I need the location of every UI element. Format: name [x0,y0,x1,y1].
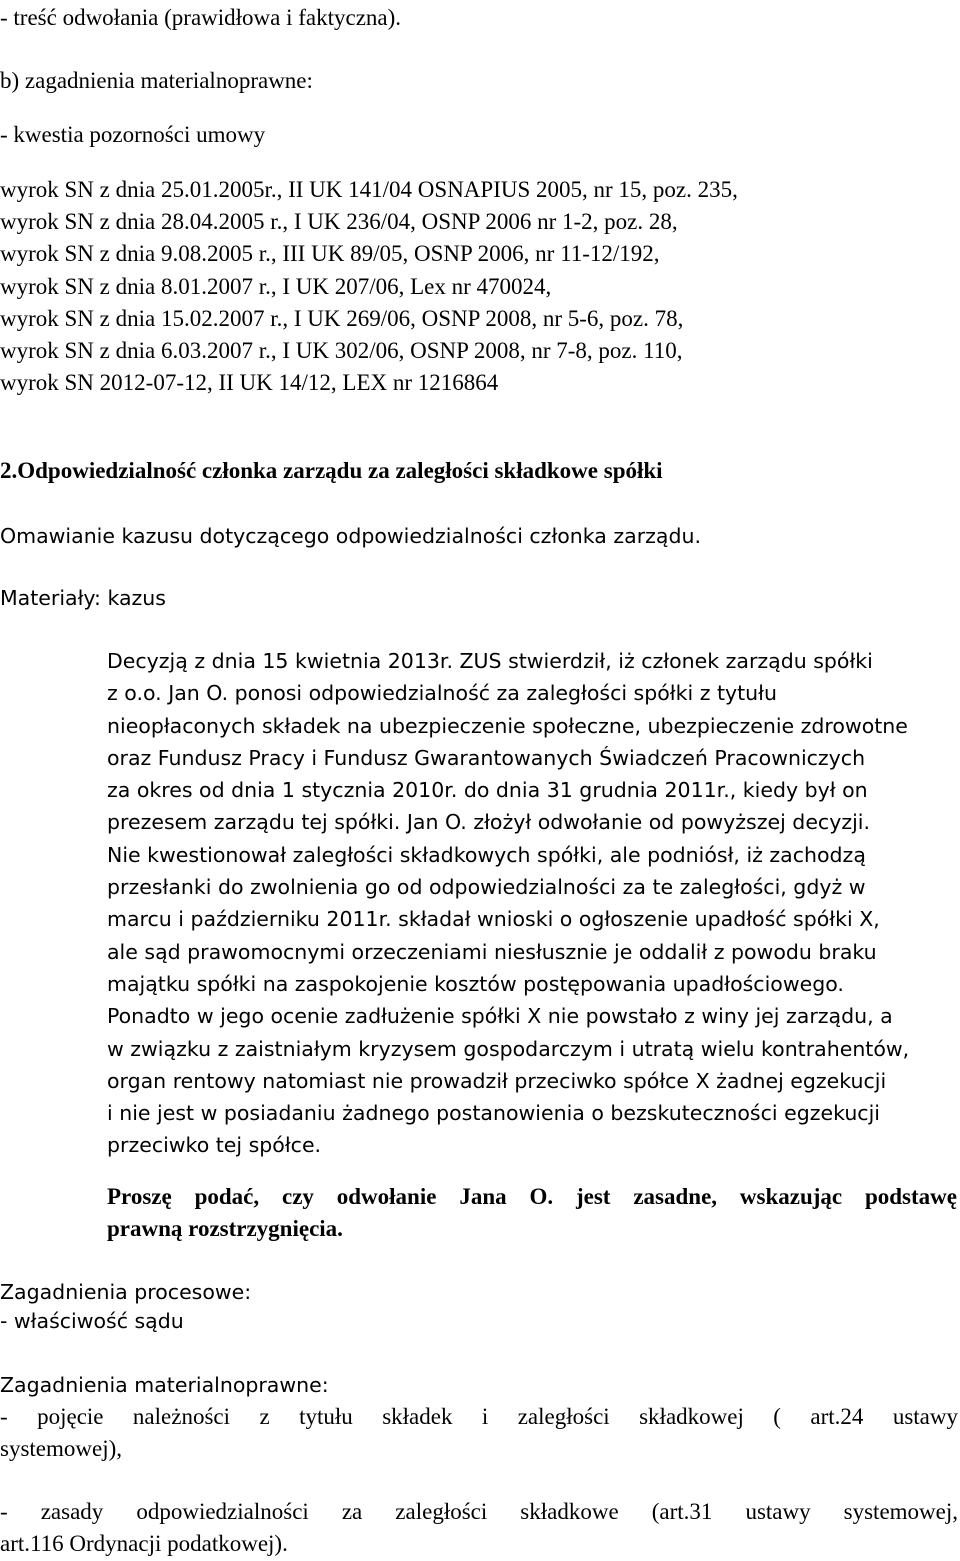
case-text-line: i nie jest w posiadaniu żadnego postanowienia o bezskuteczności egzekucji [107,1101,880,1126]
substantive-heading: Zagadnienia materialnoprawne: [0,1373,329,1397]
section-2-intro: Omawianie kazusu dotyczącego odpowiedzialności członka zarządu. [0,524,701,548]
line-odwolanie-content: - treść odwołania (prawidłowa i faktyczna). [0,5,402,30]
judgment-item: wyrok SN z dnia 8.01.2007 r., I UK 207/06, Lex nr 470024, [0,274,552,299]
substantive-item-2-cont: art.116 Ordynacji podatkowej). [0,1531,288,1556]
case-text-line: organ rentowy natomiast nie prowadził przeciwko spółce X żadnej egzekucji [107,1068,887,1093]
case-text-line: w związku z zaistniałym kryzysem gospodarczym i utratą wielu kontrahentów, [107,1036,910,1061]
case-text-line: za okres od dnia 1 stycznia 2010r. do dnia 31 grudnia 2011r., kiedy był on [107,778,868,803]
question-line: prawną rozstrzygnięcia. [107,1216,343,1241]
substantive-item-1-cont: systemowej), [0,1436,123,1461]
case-text-line: oraz Fundusz Pracy i Fundusz Gwarantowanych Świadczeń Pracowniczych [107,745,866,770]
judgment-item: wyrok SN z dnia 15.02.2007 r., I UK 269/06, OSNP 2008, nr 5-6, poz. 78, [0,306,684,331]
case-text-line: Nie kwestionował zaległości składkowych spółki, ale podniósł, iż zachodzą [107,842,866,867]
case-text-line: nieopłaconych składek na ubezpieczenie społeczne, ubezpieczenie zdrowotne [107,713,908,738]
judgment-item: wyrok SN z dnia 28.04.2005 r., I UK 236/04, OSNP 2006 nr 1-2, poz. 28, [0,209,678,234]
case-text-line: ale sąd prawomocnymi orzeczeniami niesłusznie je oddalił z powodu braku [107,939,877,964]
procedural-heading: Zagadnienia procesowe: [0,1280,252,1304]
case-text-line: prezesem zarządu tej spółki. Jan O. złożył odwołanie od powyższej decyzji. [107,810,871,835]
procedural-item: - właściwość sądu [0,1309,184,1333]
judgment-item: wyrok SN z dnia 9.08.2005 r., III UK 89/05, OSNP 2006, nr 11-12/192, [0,241,660,266]
case-text-line: marcu i październiku 2011r. składał wnioski o ogłoszenie upadłość spółki X, [107,907,880,932]
case-text-line: z o.o. Jan O. ponosi odpowiedzialność za zaległości spółki z tytułu [107,681,777,706]
section-2-heading: 2.Odpowiedzialność członka zarządu za zaległości składkowe spółki [0,458,663,483]
judgment-item: wyrok SN z dnia 6.03.2007 r., I UK 302/06, OSNP 2008, nr 7-8, poz. 110, [0,338,683,363]
heading-b-substantive: b) zagadnienia materialnoprawne: [0,68,313,93]
case-text-line: Ponadto w jego ocenie zadłużenie spółki X nie powstało z winy jej zarządu, a [107,1004,893,1029]
materials-label: Materiały: kazus [0,586,166,610]
judgment-item: wyrok SN z dnia 25.01.2005r., II UK 141/04 OSNAPIUS 2005, nr 15, poz. 235, [0,177,738,202]
substantive-item-1: - pojęcie należności z tytułu składek i zaległości składkowej ( art.24 ustawy [0,1404,958,1429]
question-line: Proszę podać, czy odwołanie Jana O. jest zasadne, wskazując podstawę [107,1184,957,1209]
substantive-item-2: - zasady odpowiedzialności za zaległości składkowe (art.31 ustawy systemowej, [0,1499,958,1524]
item-pozornosc: - kwestia pozorności umowy [0,122,266,147]
case-text-line: Decyzją z dnia 15 kwietnia 2013r. ZUS stwierdził, iż członek zarządu spółki [107,649,873,673]
judgment-item: wyrok SN 2012-07-12, II UK 14/12, LEX nr 1216864 [0,370,499,395]
case-text-line: przeciwko tej spółce. [107,1133,322,1158]
case-text [107,645,957,1162]
case-text-line: przesłanki do zwolnienia go od odpowiedzialności za te zaległości, gdyż w [107,875,866,900]
case-text-line: majątku spółki na zaspokojenie kosztów postępowania upadłościowego. [107,971,844,996]
